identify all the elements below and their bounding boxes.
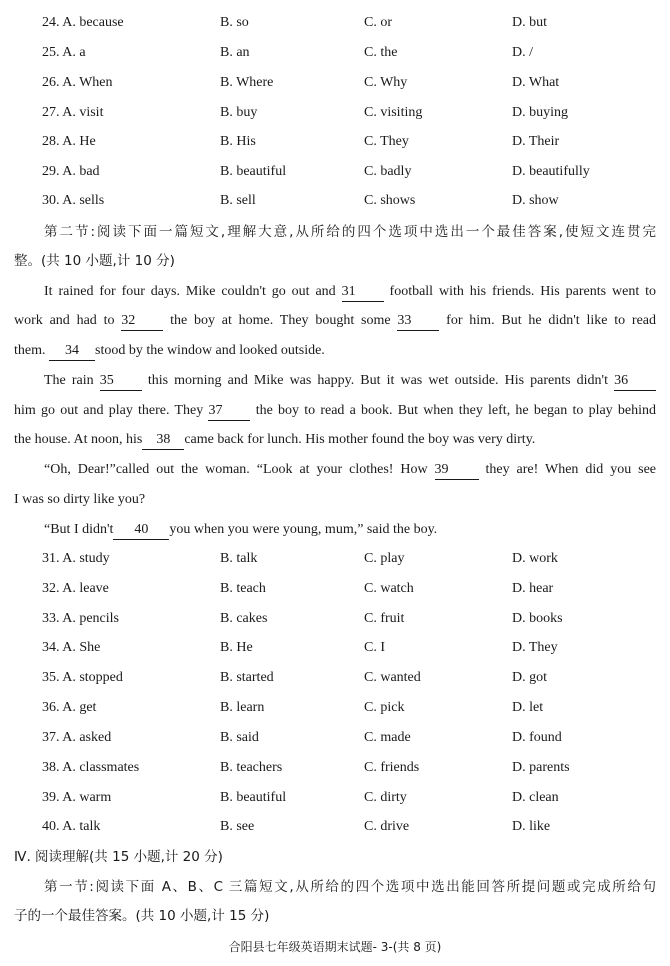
blank-36: 36 — [614, 372, 656, 391]
option-d: D. work — [512, 551, 558, 566]
passage-text: I was so dirty like you? — [14, 492, 146, 507]
passage-text: they are! When did you see — [485, 462, 657, 477]
option-a: 39. A. warm — [42, 790, 112, 805]
option-d: D. Their — [512, 134, 560, 149]
passage-text: the boy at home. They bought some — [170, 313, 391, 328]
option-d: D. let — [512, 700, 544, 715]
option-b: B. sell — [220, 193, 256, 208]
option-d: D. beautifully — [512, 164, 590, 179]
option-d: D. hear — [512, 581, 554, 596]
option-c: C. badly — [364, 164, 412, 179]
option-row-32 — [0, 578, 670, 600]
option-d: D. but — [512, 15, 547, 30]
passage-text: stood by the window and looked outside. — [95, 343, 325, 358]
option-d: D. clean — [512, 790, 559, 805]
passage-line — [44, 519, 656, 541]
blank-37: 37 — [208, 402, 250, 421]
option-b: B. an — [220, 45, 250, 60]
option-b: B. talk — [220, 551, 258, 566]
passage-line — [14, 429, 656, 451]
passage-text: The rain — [44, 373, 94, 388]
blank-40: 40 — [113, 521, 169, 540]
option-d: D. They — [512, 640, 558, 655]
passage-text: “But I didn't — [44, 522, 114, 537]
option-b: B. said — [220, 730, 259, 745]
option-row-26 — [0, 72, 670, 94]
option-row-30 — [0, 190, 670, 212]
passage-line — [44, 281, 656, 303]
passage-line — [44, 459, 656, 481]
option-row-27 — [0, 102, 670, 124]
option-d: D. got — [512, 670, 547, 685]
option-row-25 — [0, 42, 670, 64]
option-b: B. teachers — [220, 760, 283, 775]
option-d: D. show — [512, 193, 559, 208]
passage-text: It rained for four days. Mike couldn't go out and — [44, 284, 336, 299]
option-row-35 — [0, 667, 670, 689]
passage-text: for him. But he didn't like to read — [446, 313, 657, 328]
passage-text: the boy to read a book. But when they left, he began to play behind — [255, 403, 656, 418]
passage-text: them. — [14, 343, 46, 358]
option-row-40 — [0, 816, 670, 838]
option-row-33 — [0, 608, 670, 630]
option-a: 32. A. leave — [42, 581, 109, 596]
option-a: 28. A. He — [42, 134, 96, 149]
option-c: C. I — [364, 640, 385, 655]
option-b: B. see — [220, 819, 255, 834]
option-b: B. His — [220, 134, 256, 149]
passage-text: you when you were young, mum,” said the boy. — [169, 522, 438, 537]
option-c: C. They — [364, 134, 409, 149]
option-b: B. Where — [220, 75, 274, 90]
blank-38: 38 — [142, 431, 184, 450]
option-a: 33. A. pencils — [42, 611, 119, 626]
option-c: C. the — [364, 45, 398, 60]
option-row-29 — [0, 161, 670, 183]
option-c: C. wanted — [364, 670, 421, 685]
blank-34: 34 — [49, 342, 95, 361]
option-a: 27. A. visit — [42, 105, 104, 120]
option-a: 40. A. talk — [42, 819, 101, 834]
passage-text: came back for lunch. His mother found the boy was very dirty. — [184, 432, 536, 447]
option-b: B. buy — [220, 105, 258, 120]
option-b: B. cakes — [220, 611, 268, 626]
part4-heading: Ⅳ. 阅读理解(共 15 小题,计 20 分) — [14, 849, 223, 865]
option-row-39 — [0, 787, 670, 809]
option-c: C. made — [364, 730, 411, 745]
passage-line — [14, 340, 656, 362]
option-c: C. dirty — [364, 790, 407, 805]
option-a: 30. A. sells — [42, 193, 105, 208]
option-d: D. buying — [512, 105, 568, 120]
option-b: B. so — [220, 15, 249, 30]
option-d: D. found — [512, 730, 562, 745]
option-a: 26. A. When — [42, 75, 113, 90]
section2-instruction: 第二节:阅读下面一篇短文,理解大意,从所给的四个选项中选出一个最佳答案,使短文连贯完 — [44, 224, 656, 240]
option-c: C. fruit — [364, 611, 405, 626]
option-d: D. / — [512, 45, 533, 60]
option-b: B. beautiful — [220, 790, 287, 805]
option-a: 31. A. study — [42, 551, 110, 566]
option-b: B. beautiful — [220, 164, 287, 179]
option-b: B. started — [220, 670, 274, 685]
option-row-36 — [0, 697, 670, 719]
option-row-34 — [0, 637, 670, 659]
passage-line — [14, 489, 656, 511]
option-c: C. visiting — [364, 105, 423, 120]
option-row-37 — [0, 727, 670, 749]
option-c: C. Why — [364, 75, 408, 90]
blank-35: 35 — [100, 372, 142, 391]
passage-text: “Oh, Dear!”called out the woman. “Look at your clothes! How — [44, 462, 428, 477]
option-d: D. What — [512, 75, 560, 90]
option-row-31 — [0, 548, 670, 570]
option-a: 25. A. a — [42, 45, 86, 60]
blank-31: 31 — [342, 283, 384, 302]
section2-instruction-cont: 整。(共 10 小题,计 10 分) — [14, 253, 175, 269]
option-row-38 — [0, 757, 670, 779]
blank-33: 33 — [397, 312, 439, 331]
option-a: 24. A. because — [42, 15, 124, 30]
option-a: 38. A. classmates — [42, 760, 140, 775]
option-d: D. parents — [512, 760, 570, 775]
option-c: C. drive — [364, 819, 410, 834]
option-row-24 — [0, 12, 670, 34]
option-c: C. or — [364, 15, 392, 30]
passage-text: work and had to — [14, 313, 115, 328]
option-c: C. play — [364, 551, 405, 566]
blank-39: 39 — [435, 461, 479, 480]
option-d: D. like — [512, 819, 551, 834]
passage-text: the house. At noon, his — [14, 432, 143, 447]
passage-line — [14, 310, 656, 332]
passage-line — [14, 400, 656, 422]
option-a: 35. A. stopped — [42, 670, 123, 685]
option-a: 36. A. get — [42, 700, 97, 715]
option-c: C. shows — [364, 193, 416, 208]
option-c: C. friends — [364, 760, 420, 775]
passage-text: this morning and Mike was happy. But it was wet outside. His parents didn't — [147, 373, 608, 388]
option-row-28 — [0, 131, 670, 153]
option-c: C. watch — [364, 581, 414, 596]
part4-instruction-cont: 子的一个最佳答案。(共 10 小题,计 15 分) — [14, 908, 270, 924]
option-c: C. pick — [364, 700, 405, 715]
option-b: B. learn — [220, 700, 265, 715]
passage-line — [44, 370, 656, 392]
page-footer: 合阳县七年级英语期末试题- 3-(共 8 页) — [228, 940, 442, 954]
blank-32: 32 — [121, 312, 163, 331]
option-a: 29. A. bad — [42, 164, 100, 179]
option-a: 37. A. asked — [42, 730, 112, 745]
passage-text: football with his friends. His parents went to — [389, 284, 657, 299]
option-a: 34. A. She — [42, 640, 101, 655]
option-d: D. books — [512, 611, 563, 626]
part4-instruction: 第一节:阅读下面 A、B、C 三篇短文,从所给的四个选项中选出能回答所提问题或完成所给句 — [44, 879, 656, 895]
option-b: B. teach — [220, 581, 266, 596]
passage-text: him go out and play there. They — [14, 403, 204, 418]
option-b: B. He — [220, 640, 253, 655]
